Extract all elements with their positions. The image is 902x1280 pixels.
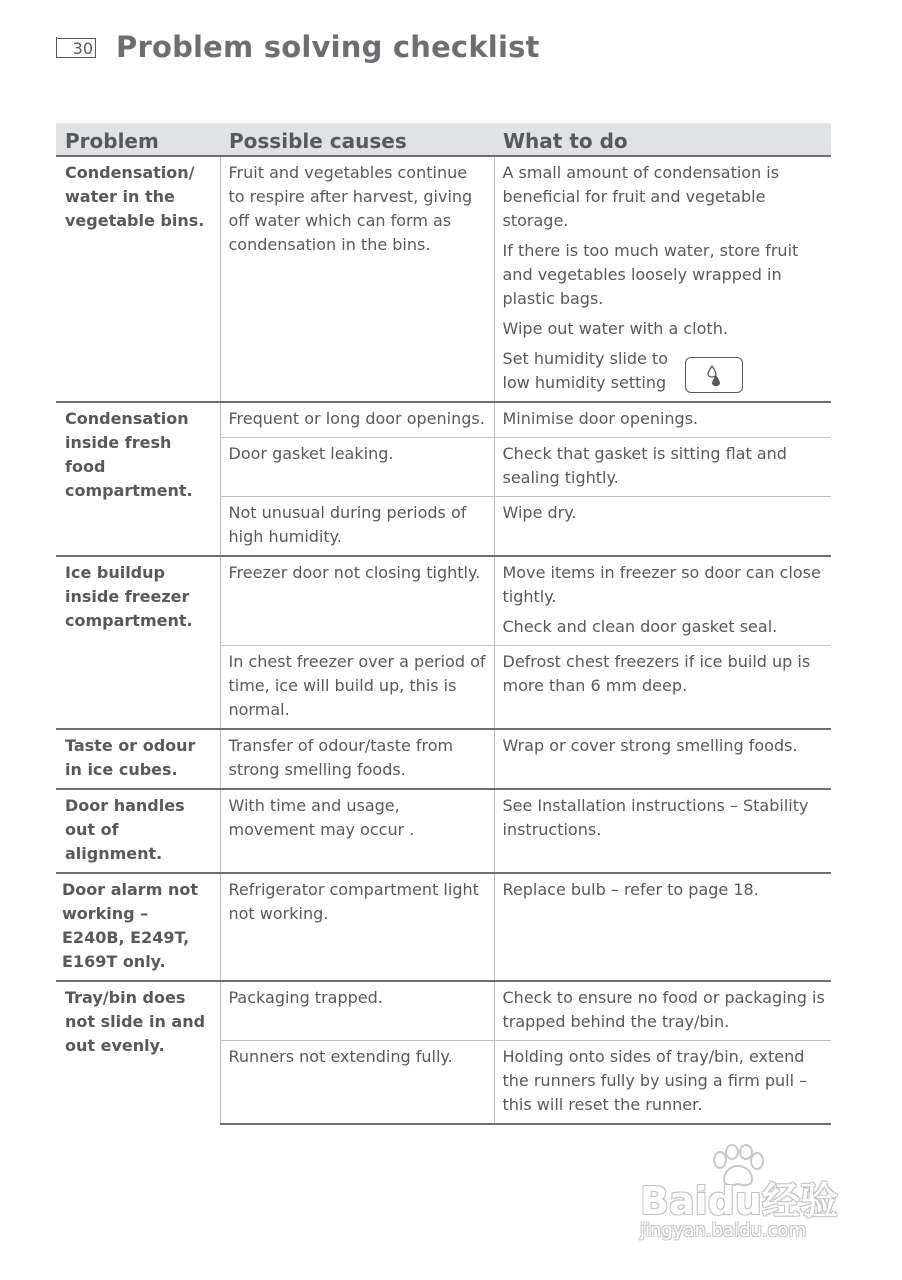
cause-cell: Refrigerator compartment light not working. — [220, 873, 494, 981]
group-door-alarm — [56, 873, 831, 981]
cause-cell: Fruit and vegetables continue to respire after harvest, giving off water which can form as condensation in the bins. — [220, 156, 494, 402]
table-row — [56, 402, 831, 438]
cause-cell: Freezer door not closing tightly. — [220, 556, 494, 646]
group-door-handles — [56, 789, 831, 873]
table-row — [56, 156, 831, 402]
problem-cell: Condensation inside fresh food compartment. — [56, 402, 220, 556]
cause-cell: Packaging trapped. — [220, 981, 494, 1041]
action-text: Move items in freezer so door can close tightly. — [502, 563, 821, 606]
action-cell: Minimise door openings. — [494, 402, 831, 438]
action-cell: See Installation instructions – Stability instructions. — [494, 789, 831, 873]
cause-cell: With time and usage, movement may occur . — [220, 789, 494, 873]
action-cell — [494, 156, 831, 402]
problem-cell: Taste or odour in ice cubes. — [56, 729, 220, 789]
cause-cell: Frequent or long door openings. — [220, 402, 494, 438]
watermark-url: jingyan.baidu.com — [640, 1220, 807, 1241]
action-cell: Defrost chest freezers if ice build up is more than 6 mm deep. — [494, 646, 831, 730]
humidity-slide-indicator — [685, 357, 743, 393]
action-cell — [494, 556, 831, 646]
page-number: 30 — [56, 38, 96, 58]
water-drops-icon — [706, 364, 722, 388]
action-text: A small amount of condensation is beneficial for fruit and vegetable storage. — [502, 163, 780, 230]
page-title: Problem solving checklist — [116, 30, 540, 64]
header-what-to-do: What to do — [494, 123, 831, 156]
cause-cell: Not unusual during periods of high humidity. — [220, 497, 494, 557]
table-header-row — [56, 123, 831, 156]
table-row — [56, 729, 831, 789]
cause-cell: Door gasket leaking. — [220, 438, 494, 497]
watermark-logo: Baidu经验 — [640, 1179, 838, 1223]
cause-cell: Transfer of odour/taste from strong smelling foods. — [220, 729, 494, 789]
cause-cell: Runners not extending fully. — [220, 1041, 494, 1125]
cause-cell: In chest freezer over a period of time, ice will build up, this is normal. — [220, 646, 494, 730]
action-text: If there is too much water, store fruit and vegetables loosely wrapped in plastic bags. — [502, 241, 799, 308]
humidity-setting-instruction — [503, 347, 828, 395]
action-text: Wipe out water with a cloth. — [502, 319, 728, 338]
action-cell: Holding onto sides of tray/bin, extend the runners fully by using a firm pull – this will reset the runner. — [494, 1041, 831, 1125]
group-condensation-fresh-food — [56, 402, 831, 556]
table-row — [56, 873, 831, 981]
group-taste-odour — [56, 729, 831, 789]
table-row — [56, 981, 831, 1041]
action-cell: Check that gasket is sitting flat and sealing tightly. — [494, 438, 831, 497]
table-row — [56, 789, 831, 873]
action-text: Set humidity slide to low humidity setting — [502, 349, 668, 392]
action-cell: Wrap or cover strong smelling foods. — [494, 729, 831, 789]
group-ice-buildup — [56, 556, 831, 729]
header-possible-causes: Possible causes — [220, 123, 494, 156]
problem-cell: Door alarm not working – E240B, E249T, E169T only. — [56, 873, 220, 981]
group-condensation-vegetable-bins — [56, 156, 831, 402]
problem-cell: Condensation/ water in the vegetable bins. — [65, 163, 205, 230]
header-problem: Problem — [56, 123, 220, 156]
action-cell: Wipe dry. — [494, 497, 831, 557]
table-row — [56, 556, 831, 646]
problem-cell: Door handles out of alignment. — [56, 789, 220, 873]
action-text: Check and clean door gasket seal. — [502, 617, 778, 636]
baidu-watermark — [640, 1140, 850, 1250]
action-cell: Check to ensure no food or packaging is trapped behind the tray/bin. — [494, 981, 831, 1041]
problem-cell: Tray/bin does not slide in and out evenly. — [56, 981, 220, 1124]
problem-checklist-table — [56, 123, 831, 1125]
group-tray-bin — [56, 981, 831, 1124]
problem-cell: Ice buildup inside freezer compartment. — [56, 556, 220, 729]
action-cell: Replace bulb – refer to page 18. — [494, 873, 831, 981]
